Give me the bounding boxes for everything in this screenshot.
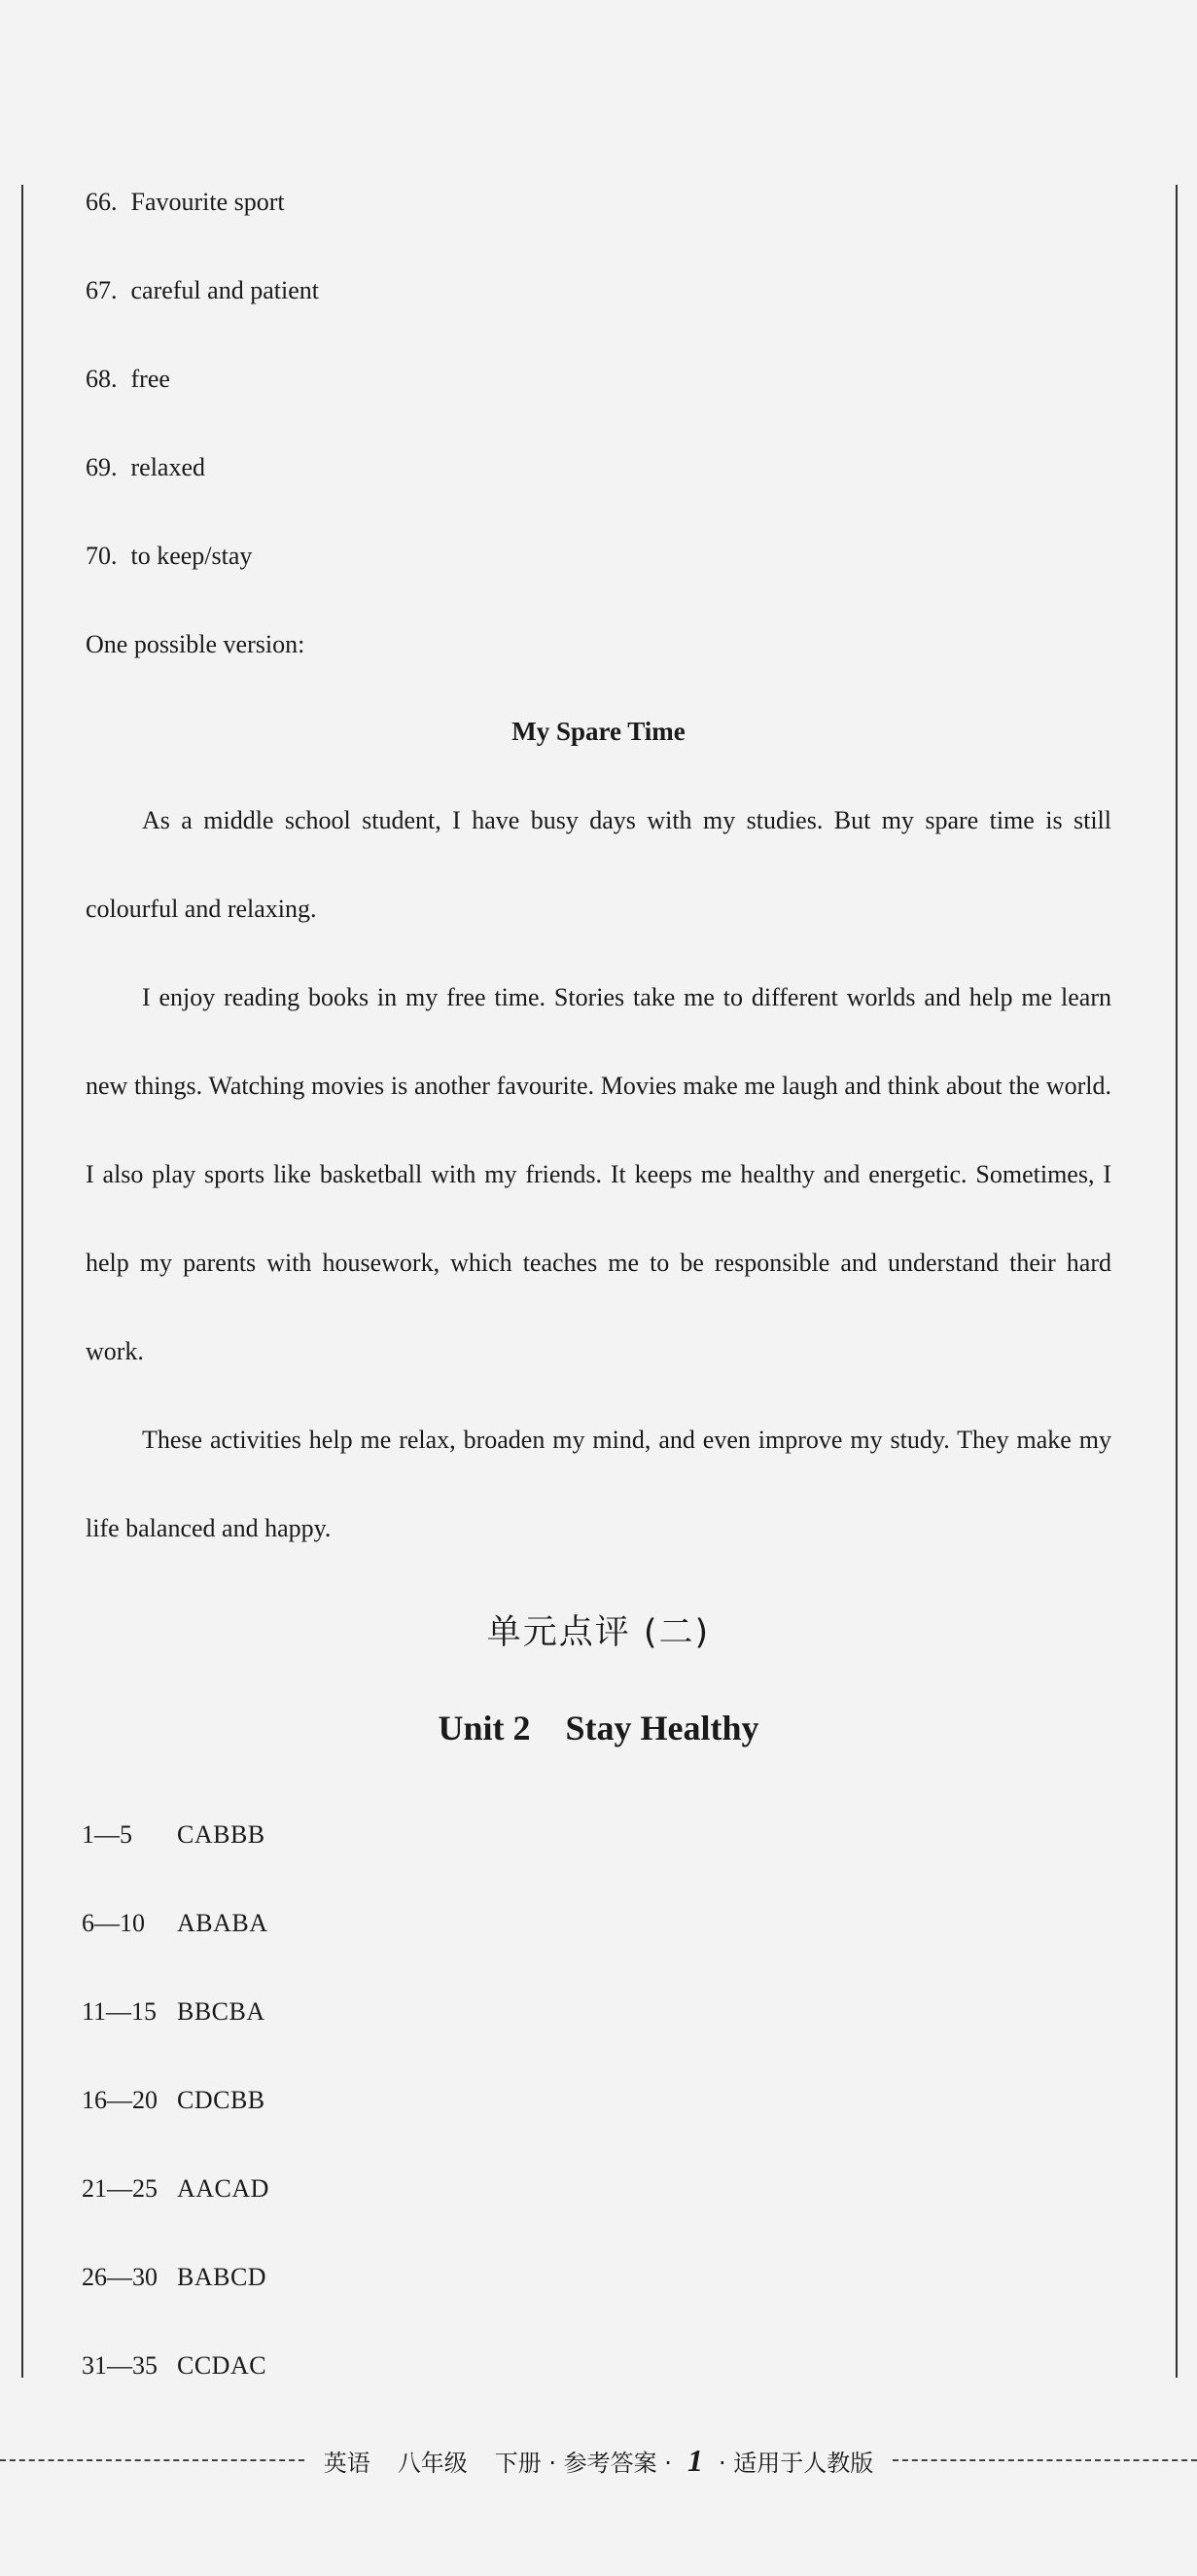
answer-item-70 (86, 541, 252, 572)
answer-text: Favourite sport (130, 188, 285, 216)
footer-grade: 八年级 (397, 2449, 468, 2477)
right-border-line (1176, 185, 1178, 2378)
unit-name: Stay Healthy (565, 1709, 759, 1747)
version-label: One possible version: (86, 630, 305, 658)
answer-letters: CDCBB (177, 2086, 265, 2114)
footer-dashed-rule (0, 2459, 304, 2461)
answer-range: 16—20 (82, 2086, 158, 2114)
footer-edition: · 适用于人教版 (718, 2449, 874, 2477)
answer-letters: BABCD (177, 2263, 267, 2291)
answer-range: 26—30 (82, 2263, 158, 2291)
footer-volume: 下册 · 参考答案 · (494, 2449, 672, 2477)
footer-subject: 英语 (323, 2449, 370, 2477)
page-number: 1 (687, 2442, 703, 2478)
answer-text: to keep/stay (130, 542, 253, 570)
answer-range: 31—35 (82, 2351, 158, 2380)
answer-item-67 (86, 275, 319, 306)
answer-row (82, 2262, 266, 2293)
essay-paragraph-2: I enjoy reading books in my free time. Stories take me to different worlds and help me learn new things. Watching movies is another favourite. Movies make me laugh and think about the world. I also play sports like basketball with my friends. It keeps me healthy and energetic. Sometimes, I help my parents with housework, which teaches me to be responsible and understand their hard work. (86, 983, 1111, 1365)
answer-text: free (130, 365, 170, 393)
answer-range: 1—5 (82, 1820, 132, 1849)
answer-number: 70. (86, 542, 118, 570)
unit-label: Unit 2 (438, 1709, 531, 1747)
essay-title: My Spare Time (511, 717, 686, 746)
answer-text: relaxed (130, 453, 206, 481)
essay-paragraph-1: As a middle school student, I have busy days with my studies. But my spare time is still colourful and relaxing. (86, 806, 1111, 923)
footer-text (318, 2443, 879, 2479)
essay-paragraph-3: These activities help me relax, broaden my mind, and even improve my study. They make my life balanced and happy. (86, 1426, 1111, 1542)
answer-row (82, 1996, 265, 2028)
answer-number: 66. (86, 188, 118, 216)
answer-range: 21—25 (82, 2174, 158, 2203)
page-footer (0, 2441, 1197, 2480)
answer-letters: BBCBA (177, 1997, 265, 2026)
answer-number: 67. (86, 276, 118, 304)
answer-text: careful and patient (130, 276, 319, 304)
answer-letters: CCDAC (177, 2351, 267, 2380)
answer-row (82, 2173, 269, 2205)
unit-heading (0, 1707, 1197, 1749)
answer-item-66 (86, 187, 285, 218)
answer-letters: ABABA (177, 1909, 268, 1937)
answer-item-68 (86, 364, 170, 395)
answer-letters: CABBB (177, 1820, 265, 1849)
answer-number: 69. (86, 453, 118, 481)
answer-range: 6—10 (82, 1909, 145, 1937)
answer-row (82, 1819, 265, 1851)
footer-dashed-rule (893, 2459, 1197, 2461)
left-border-line (21, 185, 23, 2378)
answer-range: 11—15 (82, 1997, 158, 2026)
answer-letters: AACAD (177, 2174, 269, 2203)
answer-item-69 (86, 452, 205, 483)
answer-number: 68. (86, 365, 118, 393)
answer-row (82, 2085, 265, 2116)
answer-row (82, 2350, 266, 2382)
unit-review-title: 单元点评 (二) (486, 1613, 711, 1652)
answer-row (82, 1908, 268, 1939)
